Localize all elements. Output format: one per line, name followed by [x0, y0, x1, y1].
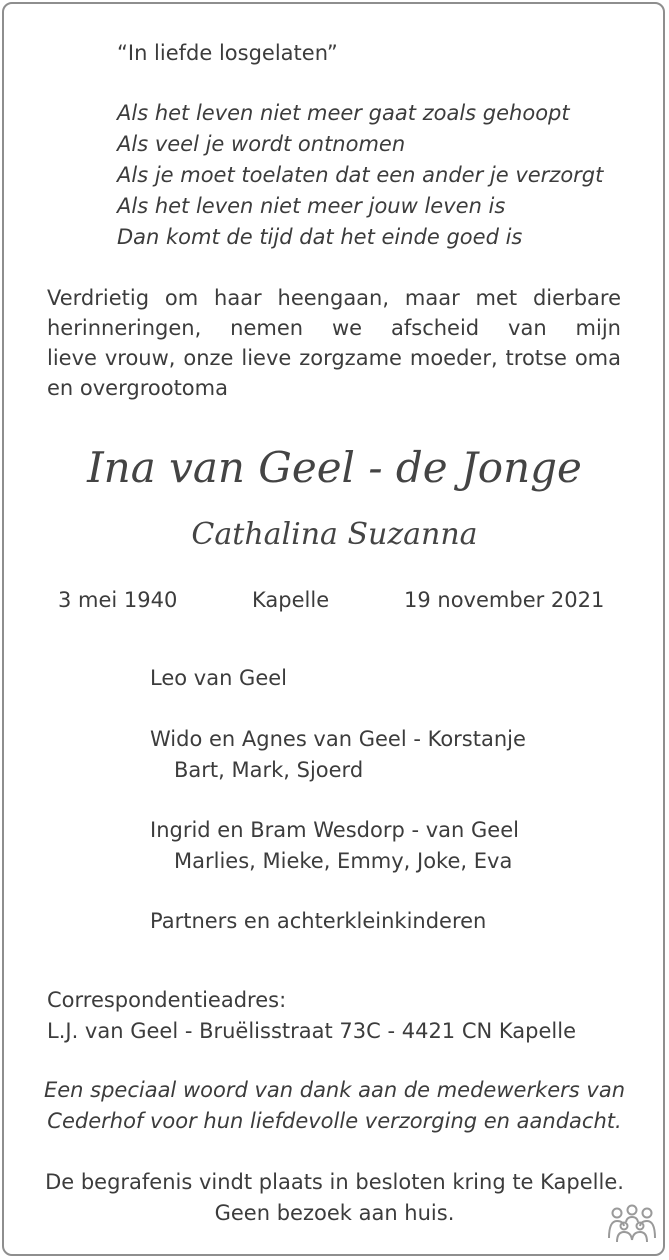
family-member: Ingrid en Bram Wesdorp - van Geel	[150, 818, 519, 842]
thanks-line: Een speciaal woord van dank aan de medewerkers van	[43, 1078, 626, 1102]
poem-line: Als je moet toelaten dat een ander je verzorgt	[117, 163, 604, 187]
people-group-icon	[607, 1204, 657, 1250]
poem-line: Als het leven niet meer gaat zoals gehoopt	[117, 101, 570, 125]
funeral-line: Geen bezoek aan huis.	[214, 1201, 455, 1225]
death-date: 19 november 2021	[404, 588, 605, 612]
birth-date: 3 mei 1940	[58, 588, 178, 612]
intro-line: herinneringen, nemen we afscheid van mijn	[47, 316, 621, 340]
place: Kapelle	[252, 588, 330, 612]
poem-line: Als veel je wordt ontnomen	[117, 132, 406, 156]
deceased-name: Ina van Geel - de Jonge	[87, 443, 582, 492]
intro-line: en overgrootoma	[47, 376, 228, 400]
grandchildren: Marlies, Mieke, Emmy, Joke, Eva	[174, 849, 513, 873]
poem-line: Dan komt de tijd dat het einde goed is	[117, 225, 523, 249]
intro-line: Verdrietig om haar heengaan, maar met dierbare	[47, 286, 621, 310]
thanks-line: Cederhof voor hun liefdevolle verzorging en aandacht.	[47, 1109, 622, 1133]
intro-paragraph	[47, 283, 621, 403]
deceased-given-names: Cathalina Suzanna	[191, 517, 478, 552]
poem-title: “In liefde losgelaten”	[117, 41, 338, 65]
family-member: Wido en Agnes van Geel - Korstanje	[150, 727, 526, 751]
spouse: Leo van Geel	[150, 666, 288, 690]
funeral-line: De begrafenis vindt plaats in besloten kring te Kapelle.	[45, 1170, 624, 1194]
poem-line: Als het leven niet meer jouw leven is	[117, 194, 506, 218]
correspondence-label: Correspondentieadres:	[47, 988, 287, 1012]
intro-line: lieve vrouw, onze lieve zorgzame moeder, trotse oma	[47, 346, 621, 370]
grandchildren: Bart, Mark, Sjoerd	[174, 758, 364, 782]
other-relatives: Partners en achterkleinkinderen	[150, 909, 487, 933]
correspondence-address: L.J. van Geel - Bruëlisstraat 73C - 4421 CN Kapelle	[47, 1019, 576, 1043]
